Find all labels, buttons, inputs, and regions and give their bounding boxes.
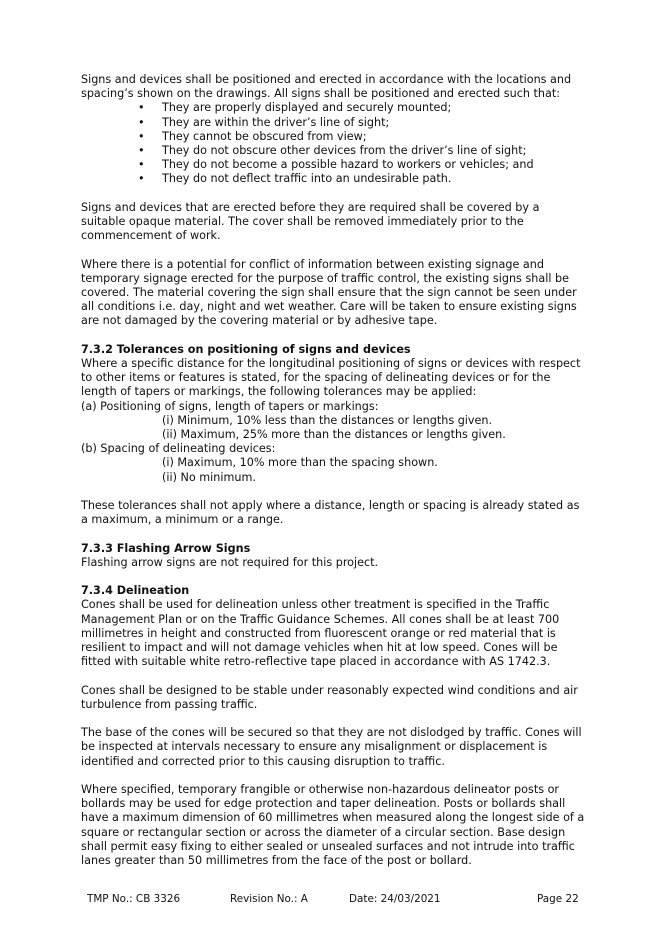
conflict-paragraph: Where there is a potential for conflict of information between existing signage and temporary signage erected for the purpose of traffic control, the existing signs shall be covered. The material covering the sign shall ensure that the sign cannot be seen under all conditions i.e. day, night and wet weather. Care will be taken to ensure existing signs are not damaged by the covering material or by adhesive tape. xyxy=(81,257,577,328)
tolerance-item-a: (a) Positioning of signs, length of tapers or markings: xyxy=(81,399,379,413)
footer-page-number: Page 22 xyxy=(537,893,579,905)
list-item: • They do not become a possible hazard to workers or vehicles; and xyxy=(138,158,534,172)
footer-date: Date: 24/03/2021 xyxy=(349,893,441,905)
intro-paragraph: Signs and devices shall be positioned and erected in accordance with the locations and spacing’s shown on the drawings. All signs shall be positioned and erected such that: xyxy=(81,73,572,101)
list-item: • They do not deflect traffic into an undesirable path. xyxy=(138,172,452,186)
requirements-list xyxy=(81,101,587,186)
bullet-icon: • xyxy=(138,158,145,172)
delineation-paragraph-3: The base of the cones will be secured so that they are not dislodged by traffic. Cones will be inspected at intervals necessary to ensure any misalignment or displacement is identified and corrected prior to this causing disruption to traffic. xyxy=(81,726,582,768)
tolerances-intro: Where a specific distance for the longitudinal positioning of signs or devices with respect to other items or features is stated, for the spacing of delineating devices or for the length of tapers or markings, the following tolerances may be applied: xyxy=(81,357,581,399)
footer-revision: Revision No.: A xyxy=(230,893,308,905)
tolerance-item-b: (b) Spacing of delineating devices: xyxy=(81,442,276,456)
tolerance-item-a-i: (i) Minimum, 10% less than the distances or lengths given. xyxy=(162,413,493,427)
bullet-icon: • xyxy=(138,115,145,129)
tolerance-item-a-ii: (ii) Maximum, 25% more than the distances or lengths given. xyxy=(162,428,506,442)
bullet-icon: • xyxy=(138,144,145,158)
section-heading-7-3-3: 7.3.3 Flashing Arrow Signs xyxy=(81,541,251,555)
tolerances-note: These tolerances shall not apply where a distance, length or spacing is already stated as a maximum, a minimum or a range. xyxy=(81,499,580,527)
delineation-paragraph-2: Cones shall be designed to be stable under reasonably expected wind conditions and air turbulence from passing traffic. xyxy=(81,683,578,711)
bullet-icon: • xyxy=(138,172,145,186)
section-heading-7-3-2: 7.3.2 Tolerances on positioning of signs and devices xyxy=(81,342,411,356)
delineation-paragraph-4: Where specified, temporary frangible or otherwise non-hazardous delineator posts or bollards may be used for edge protection and taper delineation. Posts or bollards shall have a maximum dimension of 60 millimetres when measured along the longest side of a square or rectangular section or across the diameter of a circular section. Base design shall permit easy fixing to either sealed or unsealed surfaces and not intrude into traffic lanes greater than 50 millimetres from the face of the post or bollard. xyxy=(81,783,585,868)
footer-tmp-number: TMP No.: CB 3326 xyxy=(87,893,181,905)
list-item: • They cannot be obscured from view; xyxy=(138,129,367,143)
bullet-icon: • xyxy=(138,101,145,115)
document-body xyxy=(81,73,587,882)
tolerance-item-b-i: (i) Maximum, 10% more than the spacing shown. xyxy=(162,456,438,470)
cover-paragraph: Signs and devices that are erected before they are required shall be covered by a suitable opaque material. The cover shall be removed immediately prior to the commencement of work. xyxy=(81,200,540,243)
flashing-arrow-paragraph: Flashing arrow signs are not required for this project. xyxy=(81,555,379,569)
list-item: • They are within the driver’s line of sight; xyxy=(138,115,390,129)
list-item: • They are properly displayed and securely mounted; xyxy=(138,101,452,115)
list-item: • They do not obscure other devices from the driver’s line of sight; xyxy=(138,144,527,158)
bullet-icon: • xyxy=(138,129,145,143)
tolerance-item-b-ii: (ii) No minimum. xyxy=(162,470,256,484)
section-heading-7-3-4: 7.3.4 Delineation xyxy=(81,584,190,598)
delineation-paragraph-1: Cones shall be used for delineation unless other treatment is specified in the Traffic Management Plan or on the Traffic Guidance Schemes. All cones shall be at least 700 millimetres in height and constructed from fluorescent orange or red material that is resilient to impact and will not damage vehicles when hit at low speed. Cones will be fitted with suitable white retro-reflective tape placed in accordance with AS 1742.3. xyxy=(81,598,560,669)
